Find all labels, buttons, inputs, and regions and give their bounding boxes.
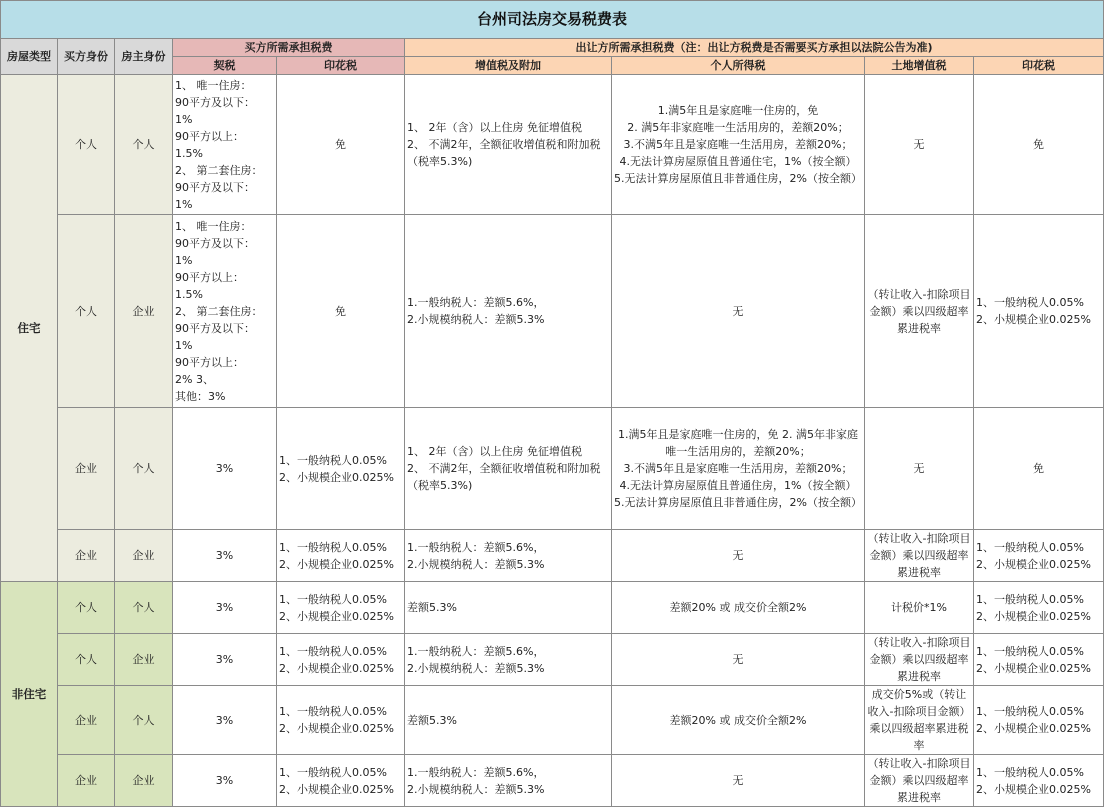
stamp-seller-cell: 免 (974, 408, 1104, 530)
deed-tax-cell: 1、 唯一住房： 90平方及以下： 1% 90平方以上： 1.5% 2、 第二套住房： 90平方及以下： 1% (173, 75, 277, 215)
header-house-type: 房屋类型 (1, 39, 58, 75)
buyer-identity-cell: 企业 (58, 530, 115, 582)
vat-cell: 1、 2年（含）以上住房 免征增值税 2、 不满2年，全额征收增值税和附加税（税率5.3%) (405, 75, 612, 215)
owner-identity-cell: 个人 (115, 582, 173, 634)
deed-tax-cell: 3% (173, 408, 277, 530)
category-residential: 住宅 (1, 75, 58, 582)
owner-identity-cell: 个人 (115, 686, 173, 755)
deed-tax-cell: 3% (173, 686, 277, 755)
land-vat-cell: 无 (865, 408, 974, 530)
table-row (1, 755, 1104, 807)
header-land-vat: 土地增值税 (865, 57, 974, 75)
stamp-seller-cell: 1、一般纳税人0.05% 2、小规模企业0.025% (974, 530, 1104, 582)
land-vat-cell: （转让收入-扣除项目金额）乘以四级超率累进税率 (865, 755, 974, 807)
stamp-buyer-cell: 1、一般纳税人0.05% 2、小规模企业0.025% (277, 634, 405, 686)
income-tax-cell: 无 (612, 530, 865, 582)
vat-cell: 1.一般纳税人：差额5.6%， 2.小规模纳税人：差额5.3% (405, 755, 612, 807)
owner-identity-cell: 企业 (115, 215, 173, 408)
stamp-seller-cell: 1、一般纳税人0.05% 2、小规模企业0.025% (974, 686, 1104, 755)
stamp-seller-cell: 免 (974, 75, 1104, 215)
header-deed-tax: 契税 (173, 57, 277, 75)
table-title: 台州司法房交易税费表 (1, 1, 1104, 39)
deed-tax-cell: 3% (173, 530, 277, 582)
table-row (1, 530, 1104, 582)
land-vat-cell: 计税价*1% (865, 582, 974, 634)
vat-cell: 1.一般纳税人：差额5.6%， 2.小规模纳税人：差额5.3% (405, 215, 612, 408)
stamp-seller-cell: 1、一般纳税人0.05% 2、小规模企业0.025% (974, 582, 1104, 634)
land-vat-cell: 成交价5%或（转让收入-扣除项目金额）乘以四级超率累进税率 (865, 686, 974, 755)
income-tax-cell: 无 (612, 215, 865, 408)
stamp-buyer-cell: 免 (277, 75, 405, 215)
stamp-seller-cell: 1、一般纳税人0.05% 2、小规模企业0.025% (974, 215, 1104, 408)
buyer-identity-cell: 个人 (58, 582, 115, 634)
land-vat-cell: （转让收入-扣除项目金额）乘以四级超率累进税率 (865, 215, 974, 408)
header-stamp-tax-buyer: 印花税 (277, 57, 405, 75)
stamp-buyer-cell: 1、一般纳税人0.05% 2、小规模企业0.025% (277, 408, 405, 530)
header-buyer-taxes: 买方所需承担税费 (173, 39, 405, 57)
stamp-seller-cell: 1、一般纳税人0.05% 2、小规模企业0.025% (974, 755, 1104, 807)
land-vat-cell: （转让收入-扣除项目金额）乘以四级超率累进税率 (865, 530, 974, 582)
stamp-buyer-cell: 1、一般纳税人0.05% 2、小规模企业0.025% (277, 530, 405, 582)
income-tax-cell: 无 (612, 755, 865, 807)
owner-identity-cell: 企业 (115, 530, 173, 582)
stamp-seller-cell: 1、一般纳税人0.05% 2、小规模企业0.025% (974, 634, 1104, 686)
vat-cell: 1.一般纳税人：差额5.6%， 2.小规模纳税人：差额5.3% (405, 530, 612, 582)
title-row (1, 1, 1104, 39)
income-tax-cell: 1.满5年且是家庭唯一住房的，免 2. 满5年非家庭唯一生活用房的，差额20%； 3.不满5年且是家庭唯一生活用房，差额20%； 4.无法计算房屋原值且普通住宅，1%（按全额） 5.无法计算房屋原值且非普通住房，2%（按全额） (612, 75, 865, 215)
header-row-1 (1, 39, 1104, 57)
owner-identity-cell: 企业 (115, 634, 173, 686)
table-row (1, 75, 1104, 215)
table-row (1, 408, 1104, 530)
land-vat-cell: （转让收入-扣除项目金额）乘以四级超率累进税率 (865, 634, 974, 686)
stamp-buyer-cell: 1、一般纳税人0.05% 2、小规模企业0.025% (277, 755, 405, 807)
deed-tax-cell: 3% (173, 582, 277, 634)
stamp-buyer-cell: 免 (277, 215, 405, 408)
owner-identity-cell: 企业 (115, 755, 173, 807)
vat-cell: 差额5.3% (405, 582, 612, 634)
income-tax-cell: 差额20% 或 成交价全额2% (612, 686, 865, 755)
category-non-residential: 非住宅 (1, 582, 58, 807)
header-vat: 增值税及附加 (405, 57, 612, 75)
header-income-tax: 个人所得税 (612, 57, 865, 75)
table-row (1, 582, 1104, 634)
land-vat-cell: 无 (865, 75, 974, 215)
table-row (1, 634, 1104, 686)
owner-identity-cell: 个人 (115, 408, 173, 530)
buyer-identity-cell: 企业 (58, 755, 115, 807)
deed-tax-cell: 3% (173, 755, 277, 807)
stamp-buyer-cell: 1、一般纳税人0.05% 2、小规模企业0.025% (277, 582, 405, 634)
stamp-buyer-cell: 1、一般纳税人0.05% 2、小规模企业0.025% (277, 686, 405, 755)
income-tax-cell: 无 (612, 634, 865, 686)
buyer-identity-cell: 个人 (58, 75, 115, 215)
deed-tax-cell: 1、 唯一住房： 90平方及以下： 1% 90平方以上： 1.5% 2、 第二套住房： 90平方及以下： 1% 90平方以上： 2% 3、 其他：3% (173, 215, 277, 408)
vat-cell: 1.一般纳税人：差额5.6%， 2.小规模纳税人：差额5.3% (405, 634, 612, 686)
header-seller-taxes: 出让方所需承担税费（注：出让方税费是否需要买方承担以法院公告为准) (405, 39, 1104, 57)
income-tax-cell: 差额20% 或 成交价全额2% (612, 582, 865, 634)
header-buyer-identity: 买方身份 (58, 39, 115, 75)
vat-cell: 差额5.3% (405, 686, 612, 755)
income-tax-cell: 1.满5年且是家庭唯一住房的，免 2. 满5年非家庭唯一生活用房的，差额20%； 3.不满5年且是家庭唯一生活用房，差额20%； 4.无法计算房屋原值且普通住房，1%（按全额） 5.无法计算房屋原值且非普通住房，2%（按全额） (612, 408, 865, 530)
owner-identity-cell: 个人 (115, 75, 173, 215)
deed-tax-cell: 3% (173, 634, 277, 686)
table-row (1, 686, 1104, 755)
header-owner-identity: 房主身份 (115, 39, 173, 75)
header-stamp-tax-seller: 印花税 (974, 57, 1104, 75)
buyer-identity-cell: 企业 (58, 686, 115, 755)
buyer-identity-cell: 企业 (58, 408, 115, 530)
table-row (1, 215, 1104, 408)
buyer-identity-cell: 个人 (58, 215, 115, 408)
vat-cell: 1、 2年（含）以上住房 免征增值税 2、 不满2年，全额征收增值税和附加税（税率5.3%) (405, 408, 612, 530)
buyer-identity-cell: 个人 (58, 634, 115, 686)
